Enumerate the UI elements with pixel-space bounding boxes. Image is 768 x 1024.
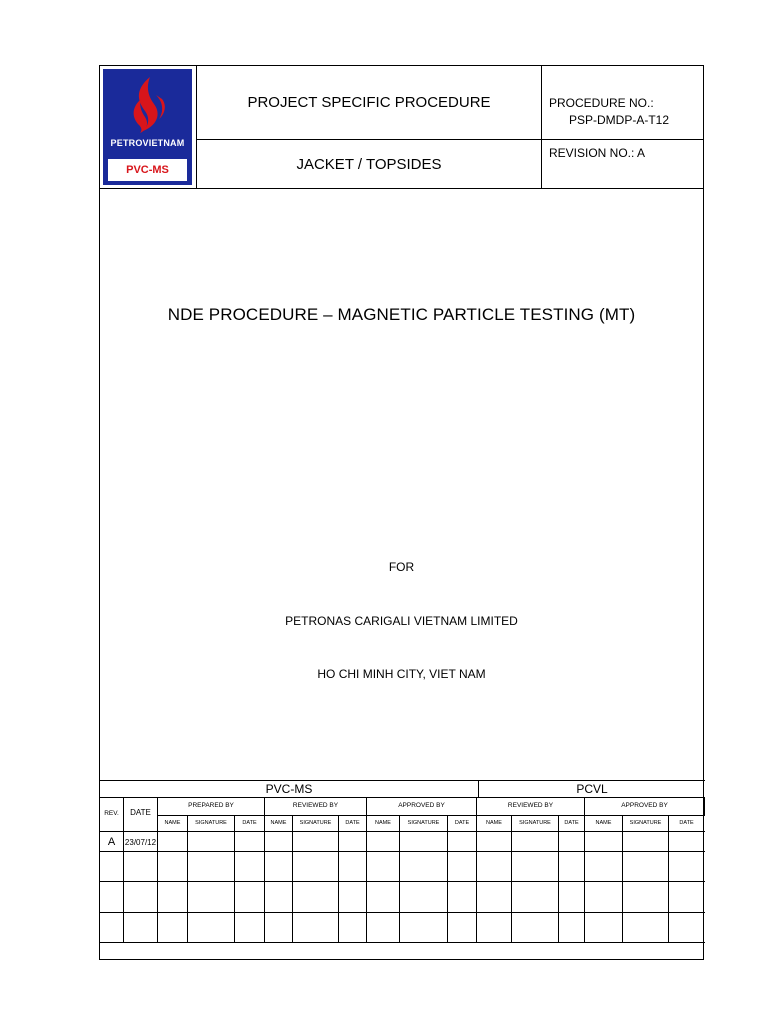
petrovietnam-logo	[103, 69, 192, 185]
revision-label: REVISION NO.: A	[549, 146, 646, 160]
logo-brand-text: PETROVIETNAM	[110, 138, 185, 148]
sub-date: DATE	[454, 820, 470, 826]
sub-date: DATE	[242, 820, 257, 826]
for-label: FOR	[388, 560, 415, 574]
jacket-topsides-title: JACKET / TOPSIDES	[296, 156, 442, 173]
procedure-number: PSP-DMDP-A-T12	[569, 113, 670, 127]
client-name: PETRONAS CARIGALI VIETNAM LIMITED	[285, 614, 518, 628]
sub-date: DATE	[679, 820, 694, 826]
sub-signature: SIGNATURE	[195, 820, 227, 826]
document-header	[100, 66, 703, 189]
sub-signature: SIGNATURE	[299, 820, 332, 826]
sub-name: NAME	[486, 820, 502, 826]
title-bottom-cell	[197, 140, 541, 188]
document-frame	[99, 65, 704, 960]
row-1-date: 23/07/12	[124, 838, 157, 847]
project-specific-title: PROJECT SPECIFIC PROCEDURE	[247, 94, 491, 111]
role-approved-by: APPROVED BY	[398, 802, 445, 809]
document-title: NDE PROCEDURE – MAGNETIC PARTICLE TESTING (MT)	[167, 305, 636, 324]
role-reviewed-by: REVIEWED BY	[292, 802, 339, 809]
role-reviewed-by-client: REVIEWED BY	[507, 802, 554, 809]
sub-name: NAME	[164, 820, 181, 826]
rev-header: REV.	[104, 810, 119, 817]
title-top-cell	[197, 66, 541, 140]
procedure-label: PROCEDURE NO.:	[549, 96, 654, 110]
sub-signature: SIGNATURE	[407, 820, 440, 826]
sub-name: NAME	[375, 820, 391, 826]
client-location: HO CHI MINH CITY, VIET NAM	[317, 667, 486, 681]
sub-date: DATE	[345, 820, 360, 826]
sub-signature: SIGNATURE	[519, 820, 551, 826]
role-prepared-by: PREPARED BY	[188, 802, 234, 809]
sub-name: NAME	[595, 820, 612, 826]
procedure-cell	[542, 66, 703, 188]
sub-signature: SIGNATURE	[629, 820, 662, 826]
group-pvc-ms: PVC-MS	[265, 782, 313, 796]
role-approved-by-client: APPROVED BY	[621, 802, 668, 809]
date-header: DATE	[130, 808, 151, 817]
sub-name: NAME	[270, 820, 287, 826]
procedure-number-cell	[542, 66, 703, 140]
logo-unit-text: PVC-MS	[108, 159, 187, 181]
row-1-rev: A	[107, 836, 116, 848]
group-pcvl: PCVL	[576, 782, 608, 796]
logo-cell	[100, 66, 197, 188]
sub-date: DATE	[564, 820, 579, 826]
title-cell	[197, 66, 542, 188]
